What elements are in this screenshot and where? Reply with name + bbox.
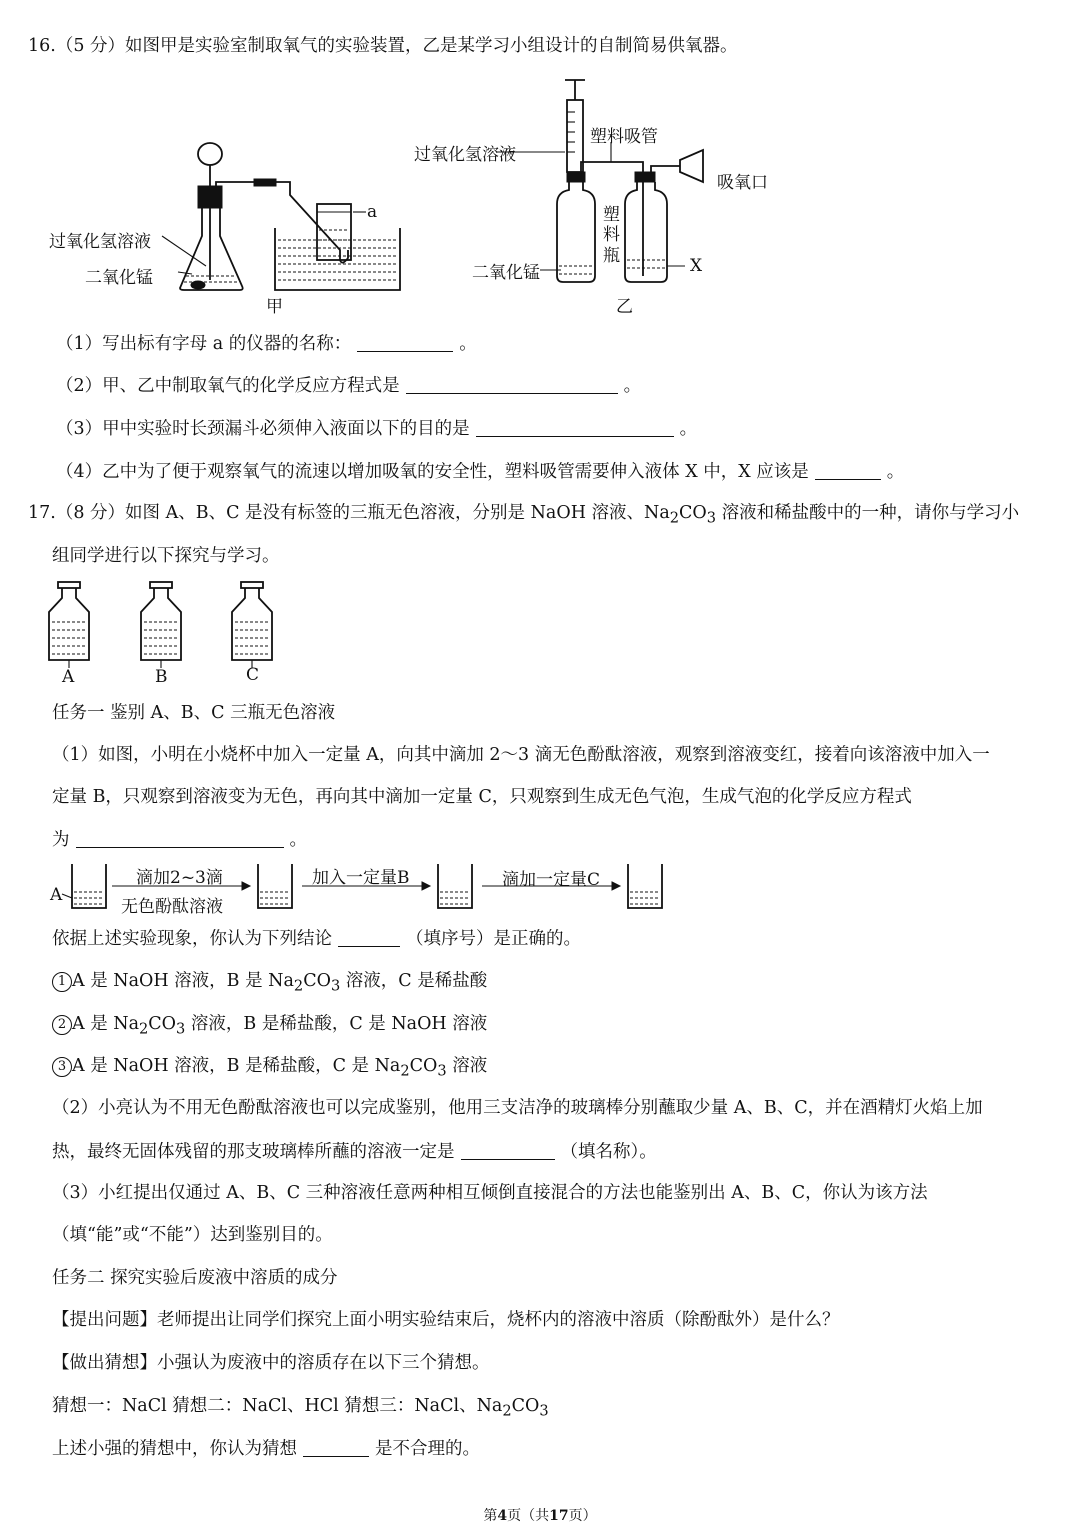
q17-judge-line xyxy=(52,928,581,950)
beaker-2 xyxy=(258,864,292,908)
q17-part-1-line-1: （1）如图，小明在小烧杯中加入一定量 A，向其中滴加 2～3 滴无色酚酞溶液，观察到溶液变红，接着向该溶液中加入一 xyxy=(52,745,990,765)
yi-mouth-label: 吸氧口 xyxy=(717,173,768,193)
flow-step2-label: 加入一定量B xyxy=(312,868,410,888)
bottle-a xyxy=(49,582,89,668)
option-2[interactable] xyxy=(52,1014,487,1038)
option-1-text-a: A 是 NaOH 溶液，B 是 Na xyxy=(72,971,294,991)
yi-tube-label: 塑料吸管 xyxy=(590,127,658,147)
option-3-text-b: CO xyxy=(409,1056,438,1076)
bottle-c xyxy=(232,582,272,668)
unreasonable-guess-blank[interactable] xyxy=(303,1438,369,1457)
flow-start-label: A xyxy=(50,885,63,905)
q16-part-2 xyxy=(56,375,641,397)
q17-part-1-line-2: 定量 B，只观察到溶液变为无色，再向其中滴加一定量 C，只观察到生成无色气泡，生成气泡的化学反应方程式 xyxy=(52,787,912,807)
q16-part-3 xyxy=(56,418,697,440)
option-3-marker: 3 xyxy=(52,1057,72,1077)
task-two-heading: 任务二 探究实验后废液中溶质的成分 xyxy=(52,1268,338,1288)
flow-step3-label: 滴加一定量C xyxy=(502,870,601,890)
q16-answer-2-blank[interactable] xyxy=(406,375,618,394)
q17-stem-sub3: 3 xyxy=(706,509,717,527)
option-1-sub2: 2 xyxy=(293,977,304,995)
yi-mno2-label: 二氧化锰 xyxy=(472,263,540,283)
q17-part-3-line-1: （3）小红提出仅通过 A、B、C 三种溶液任意两种相互倾倒直接混合的方法也能鉴别出 A、B、C，你认为该方法 xyxy=(52,1183,928,1203)
q16-answer-1-blank[interactable] xyxy=(357,333,453,352)
bottle-b-label: B xyxy=(155,667,168,687)
q16-part-1 xyxy=(56,333,477,355)
option-1-text-b: CO xyxy=(303,971,331,991)
flow-step1-bottom: 无色酚酞溶液 xyxy=(121,897,223,917)
q17-part-1-end: 。 xyxy=(289,830,307,850)
option-2-text-c: 溶液，B 是稀盐酸，C 是 NaOH 溶液 xyxy=(185,1014,488,1034)
q17-stem-line-1 xyxy=(28,503,1019,527)
q16-answer-4-blank[interactable] xyxy=(815,461,881,480)
jia-mno2-label: 二氧化锰 xyxy=(85,268,153,288)
beaker-4 xyxy=(628,864,662,908)
bottle-a-label: A xyxy=(62,667,75,687)
q17-part-2-line-2 xyxy=(52,1141,657,1163)
footer-mid: 页（共 xyxy=(507,1508,550,1524)
yi-h2o2-label: 过氧化氢溶液 xyxy=(414,145,516,165)
beaker-3 xyxy=(438,864,472,908)
q17-stem-c: 溶液和稀盐酸中的一种，请你与学习小 xyxy=(716,503,1020,523)
q17-part-1-wei: 为 xyxy=(52,830,70,850)
option-1-sub3: 3 xyxy=(330,977,341,995)
bottle-c-label: C xyxy=(246,665,260,685)
jia-a-label: a xyxy=(367,202,378,222)
jia-h2o2-label: 过氧化氢溶液 xyxy=(49,232,151,252)
jia-caption: 甲 xyxy=(266,297,283,317)
yi-x-label: X xyxy=(690,256,703,276)
q17-part-2-end: （填名称）。 xyxy=(560,1142,657,1162)
q16-stem: 16.（5 分）如图甲是实验室制取氧气的实验装置，乙是某学习小组设计的自制简易供氧器。 xyxy=(28,36,738,56)
q17-judge-end: （填序号）是正确的。 xyxy=(406,929,581,949)
q17-judge-blank[interactable] xyxy=(338,928,400,947)
q17-part-2-text: 热，最终无固体残留的那支玻璃棒所蘸的溶液一定是 xyxy=(52,1142,455,1162)
q16-part-2-end: 。 xyxy=(623,376,642,396)
q16-part-4-text: （4）乙中为了便于观察氧气的流速以增加吸氧的安全性，塑料吸管需要伸入液体 X 中，X 应该是 xyxy=(56,462,809,482)
unreasonable-guess-line xyxy=(52,1438,480,1460)
option-3-sub2: 2 xyxy=(400,1062,410,1080)
guesses-text: 猜想一：NaCl 猜想二：NaCl、HCl 猜想三：NaCl、Na xyxy=(52,1396,503,1416)
footer-pre: 第 xyxy=(483,1508,498,1524)
yi-bottle-label: 塑料瓶 xyxy=(603,205,620,266)
page-footer xyxy=(0,1505,1080,1525)
footer-post: 页） xyxy=(568,1508,597,1524)
q16-part-4 xyxy=(56,461,904,483)
q17-part-2-line-1: （2）小亮认为不用无色酚酞溶液也可以完成鉴别，他用三支洁净的玻璃棒分别蘸取少量 A、B、C，并在酒精灯火焰上加 xyxy=(52,1098,983,1118)
q17-stem-line-2: 组同学进行以下探究与学习。 xyxy=(52,546,280,566)
guess-intro: 【做出猜想】小强认为废液中的溶质存在以下三个猜想。 xyxy=(52,1353,490,1373)
q17-part-1-line-3 xyxy=(52,829,307,851)
bottles-abc-diagram xyxy=(45,582,285,672)
q16-part-4-end: 。 xyxy=(886,462,905,482)
q17-judge-text: 依据上述实验现象，你认为下列结论 xyxy=(52,929,332,949)
apparatus-jia-diagram xyxy=(170,140,530,310)
yi-caption: 乙 xyxy=(616,297,633,317)
flow-step1-top: 滴加2~3滴 xyxy=(136,868,223,888)
q16-part-1-end: 。 xyxy=(459,334,477,354)
beaker-1 xyxy=(72,864,106,908)
option-1-text-c: 溶液，C 是稀盐酸 xyxy=(340,971,488,991)
q16-part-3-end: 。 xyxy=(679,419,698,439)
option-2-text-b: CO xyxy=(148,1014,177,1034)
q17-part-3-line-2: （填“能”或“不能”）达到鉴别目的。 xyxy=(52,1225,333,1245)
unreasonable-guess-end: 是不合理的。 xyxy=(375,1439,480,1459)
task-one-heading: 任务一 鉴别 A、B、C 三瓶无色溶液 xyxy=(52,703,336,723)
option-2-marker: 2 xyxy=(52,1015,72,1035)
q17-answer-1-blank[interactable] xyxy=(76,829,284,848)
guesses-sub2: 2 xyxy=(502,1402,512,1420)
q17-stem-a: 17.（8 分）如图 A、B、C 是没有标签的三瓶无色溶液，分别是 NaOH 溶液、Na xyxy=(28,503,670,523)
guesses-co: CO xyxy=(511,1396,540,1416)
option-3-text-c: 溶液 xyxy=(446,1056,488,1076)
unreasonable-guess-text: 上述小强的猜想中，你认为猜想 xyxy=(52,1439,297,1459)
guesses-sub3: 3 xyxy=(539,1402,549,1420)
q16-part-3-text: （3）甲中实验时长颈漏斗必须伸入液面以下的目的是 xyxy=(56,419,470,439)
option-2-sub3: 3 xyxy=(176,1020,186,1038)
option-3-text-a: A 是 NaOH 溶液，B 是稀盐酸，C 是 Na xyxy=(72,1056,401,1076)
option-1-marker: 1 xyxy=(52,972,72,992)
option-3-sub3: 3 xyxy=(437,1062,447,1080)
question-prompt: 【提出问题】老师提出让同学们探究上面小明实验结束后，烧杯内的溶液中溶质（除酚酞外）是什么？ xyxy=(52,1310,840,1330)
q17-stem-sub2: 2 xyxy=(669,509,680,527)
option-3[interactable] xyxy=(52,1056,487,1080)
bottle-b xyxy=(141,582,181,668)
option-2-text-a: A 是 Na xyxy=(72,1014,140,1034)
footer-total-pages: 17 xyxy=(549,1508,569,1524)
q16-answer-3-blank[interactable] xyxy=(476,418,674,437)
footer-page-number: 4 xyxy=(497,1508,508,1524)
q17-stem-b: CO xyxy=(679,503,707,523)
q16-part-2-text: （2）甲、乙中制取氧气的化学反应方程式是 xyxy=(56,376,400,396)
q17-answer-2-blank[interactable] xyxy=(461,1141,555,1160)
q16-part-1-text: （1）写出标有字母 a 的仪器的名称： xyxy=(56,334,352,354)
option-2-sub2: 2 xyxy=(139,1020,149,1038)
option-1[interactable] xyxy=(52,971,487,995)
guesses-line xyxy=(52,1396,549,1420)
